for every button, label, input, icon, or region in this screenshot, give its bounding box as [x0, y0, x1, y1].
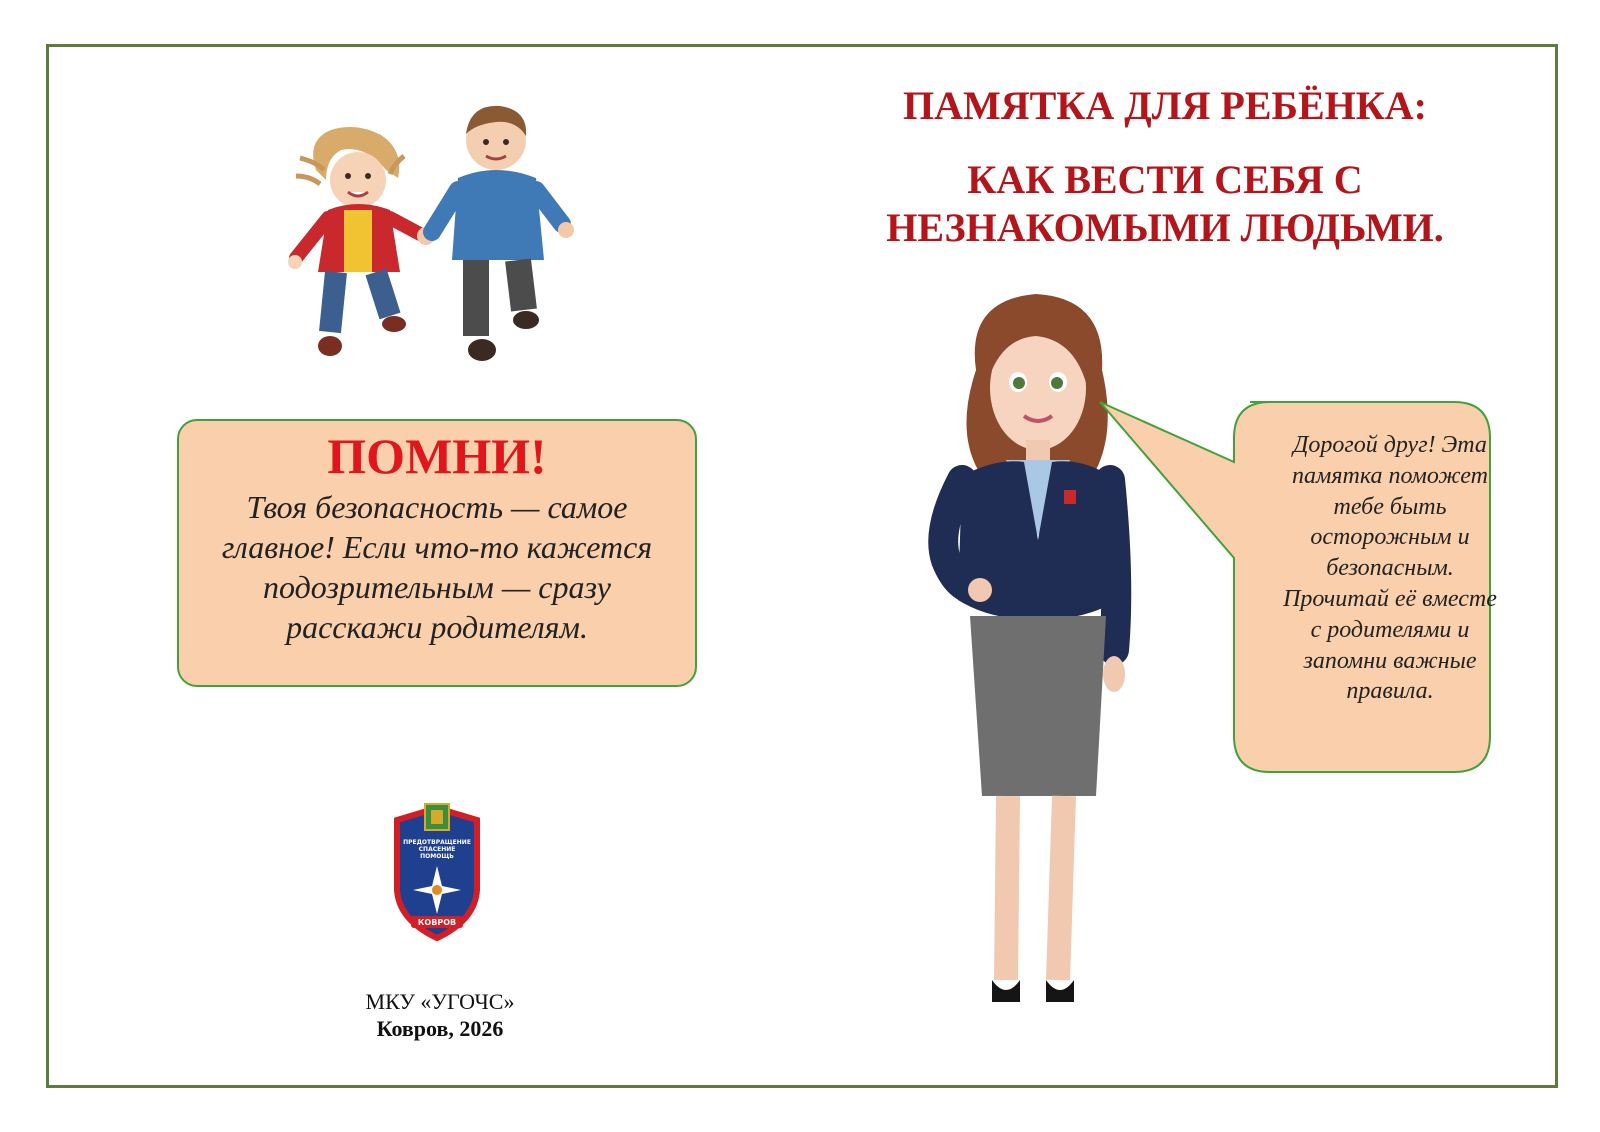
title-line-1: ПАМЯТКА ДЛЯ РЕБЁНКА:: [903, 83, 1427, 128]
emblem-logo: [389, 802, 485, 942]
remember-text: Твоя безопасность — самое главное! Если что-то кажется подозрительным — сразу расскажи родителям.: [221, 489, 653, 645]
remember-heading: ПОМНИ!: [327, 428, 547, 484]
org-name: МКУ «УГОЧС»: [365, 989, 515, 1014]
svg-text:СПАСЕНИЕ: СПАСЕНИЕ: [418, 846, 456, 853]
svg-text:ПОМОЩЬ: ПОМОЩЬ: [420, 853, 454, 860]
svg-text:КОВРОВ: КОВРОВ: [417, 918, 457, 927]
remember-box: [177, 419, 697, 687]
running-children-illustration: [286, 100, 586, 375]
city-year: Ковров, 2026: [376, 1016, 504, 1041]
organization-footer: [300, 988, 580, 1042]
title-line-2: КАК ВЕСТИ СЕБЯ С НЕЗНАКОМЫМИ ЛЮДЬМИ.: [886, 157, 1444, 250]
svg-text:ПРЕДОТВРАЩЕНИЕ: ПРЕДОТВРАЩЕНИЕ: [403, 839, 471, 846]
speech-bubble-text: Дорогой друг! Эта памятка поможет тебе быть осторожным и безопасным. Прочитай её вместе с родителями и запомни важные правила.: [1283, 432, 1497, 705]
